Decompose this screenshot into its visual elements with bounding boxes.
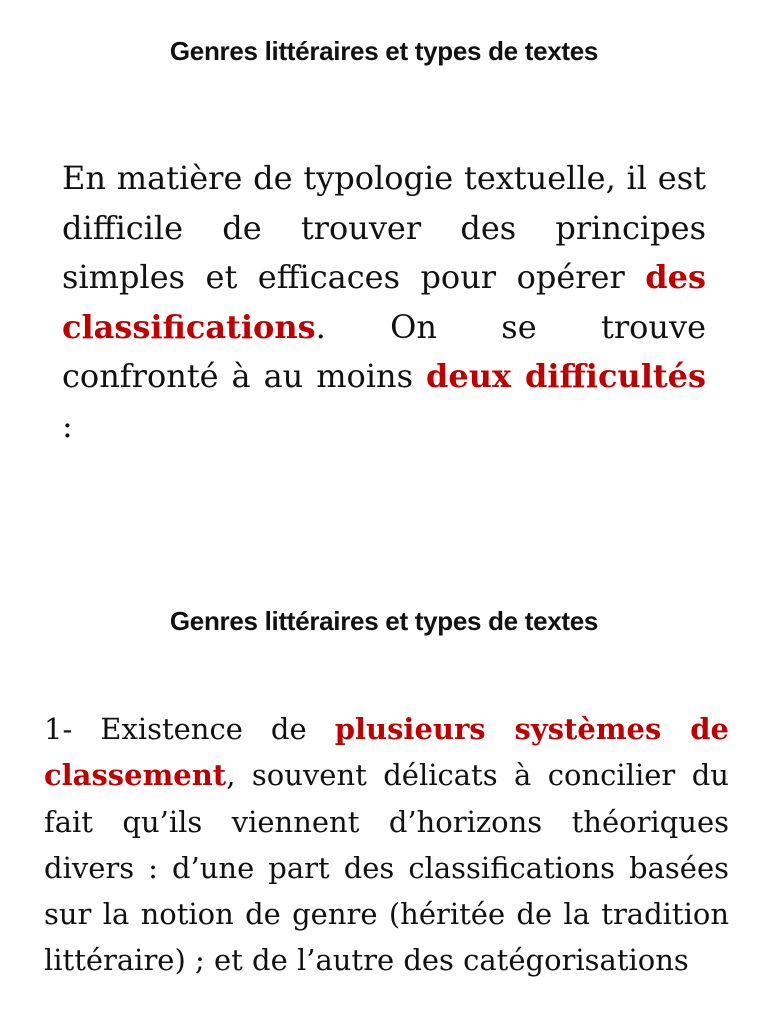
highlight-deux-difficultes: deux difficultés bbox=[426, 357, 706, 395]
paragraph-text: 1- Existence de bbox=[44, 712, 335, 746]
highlight-classifications: des classifications bbox=[62, 258, 706, 346]
slide-title: Genres littéraires et types de textes bbox=[169, 36, 599, 66]
slide-paragraph bbox=[62, 154, 706, 451]
paragraph-text: , souvent délicats à concilier du fait qu’ils viennent d’horizons théoriques divers : d’une part des classifications basées sur la notion de genre (héritée de la tradition littéraire) ; et de l’autre des catégorisations bbox=[44, 758, 729, 978]
highlight-systemes-de-classement: plusieurs systèmes de classement bbox=[44, 712, 729, 793]
paragraph-text: En matière de typologie textuelle, il est difficile de trouver des principes simples et efficaces pour opérer bbox=[62, 159, 706, 296]
slide-paragraph bbox=[44, 706, 729, 984]
paragraph-text: : bbox=[62, 406, 73, 445]
paragraph-text: . On se trouve confronté à au moins bbox=[62, 307, 706, 395]
slide-2 bbox=[0, 570, 768, 1024]
slide-title: Genres littéraires et types de textes bbox=[169, 606, 599, 636]
